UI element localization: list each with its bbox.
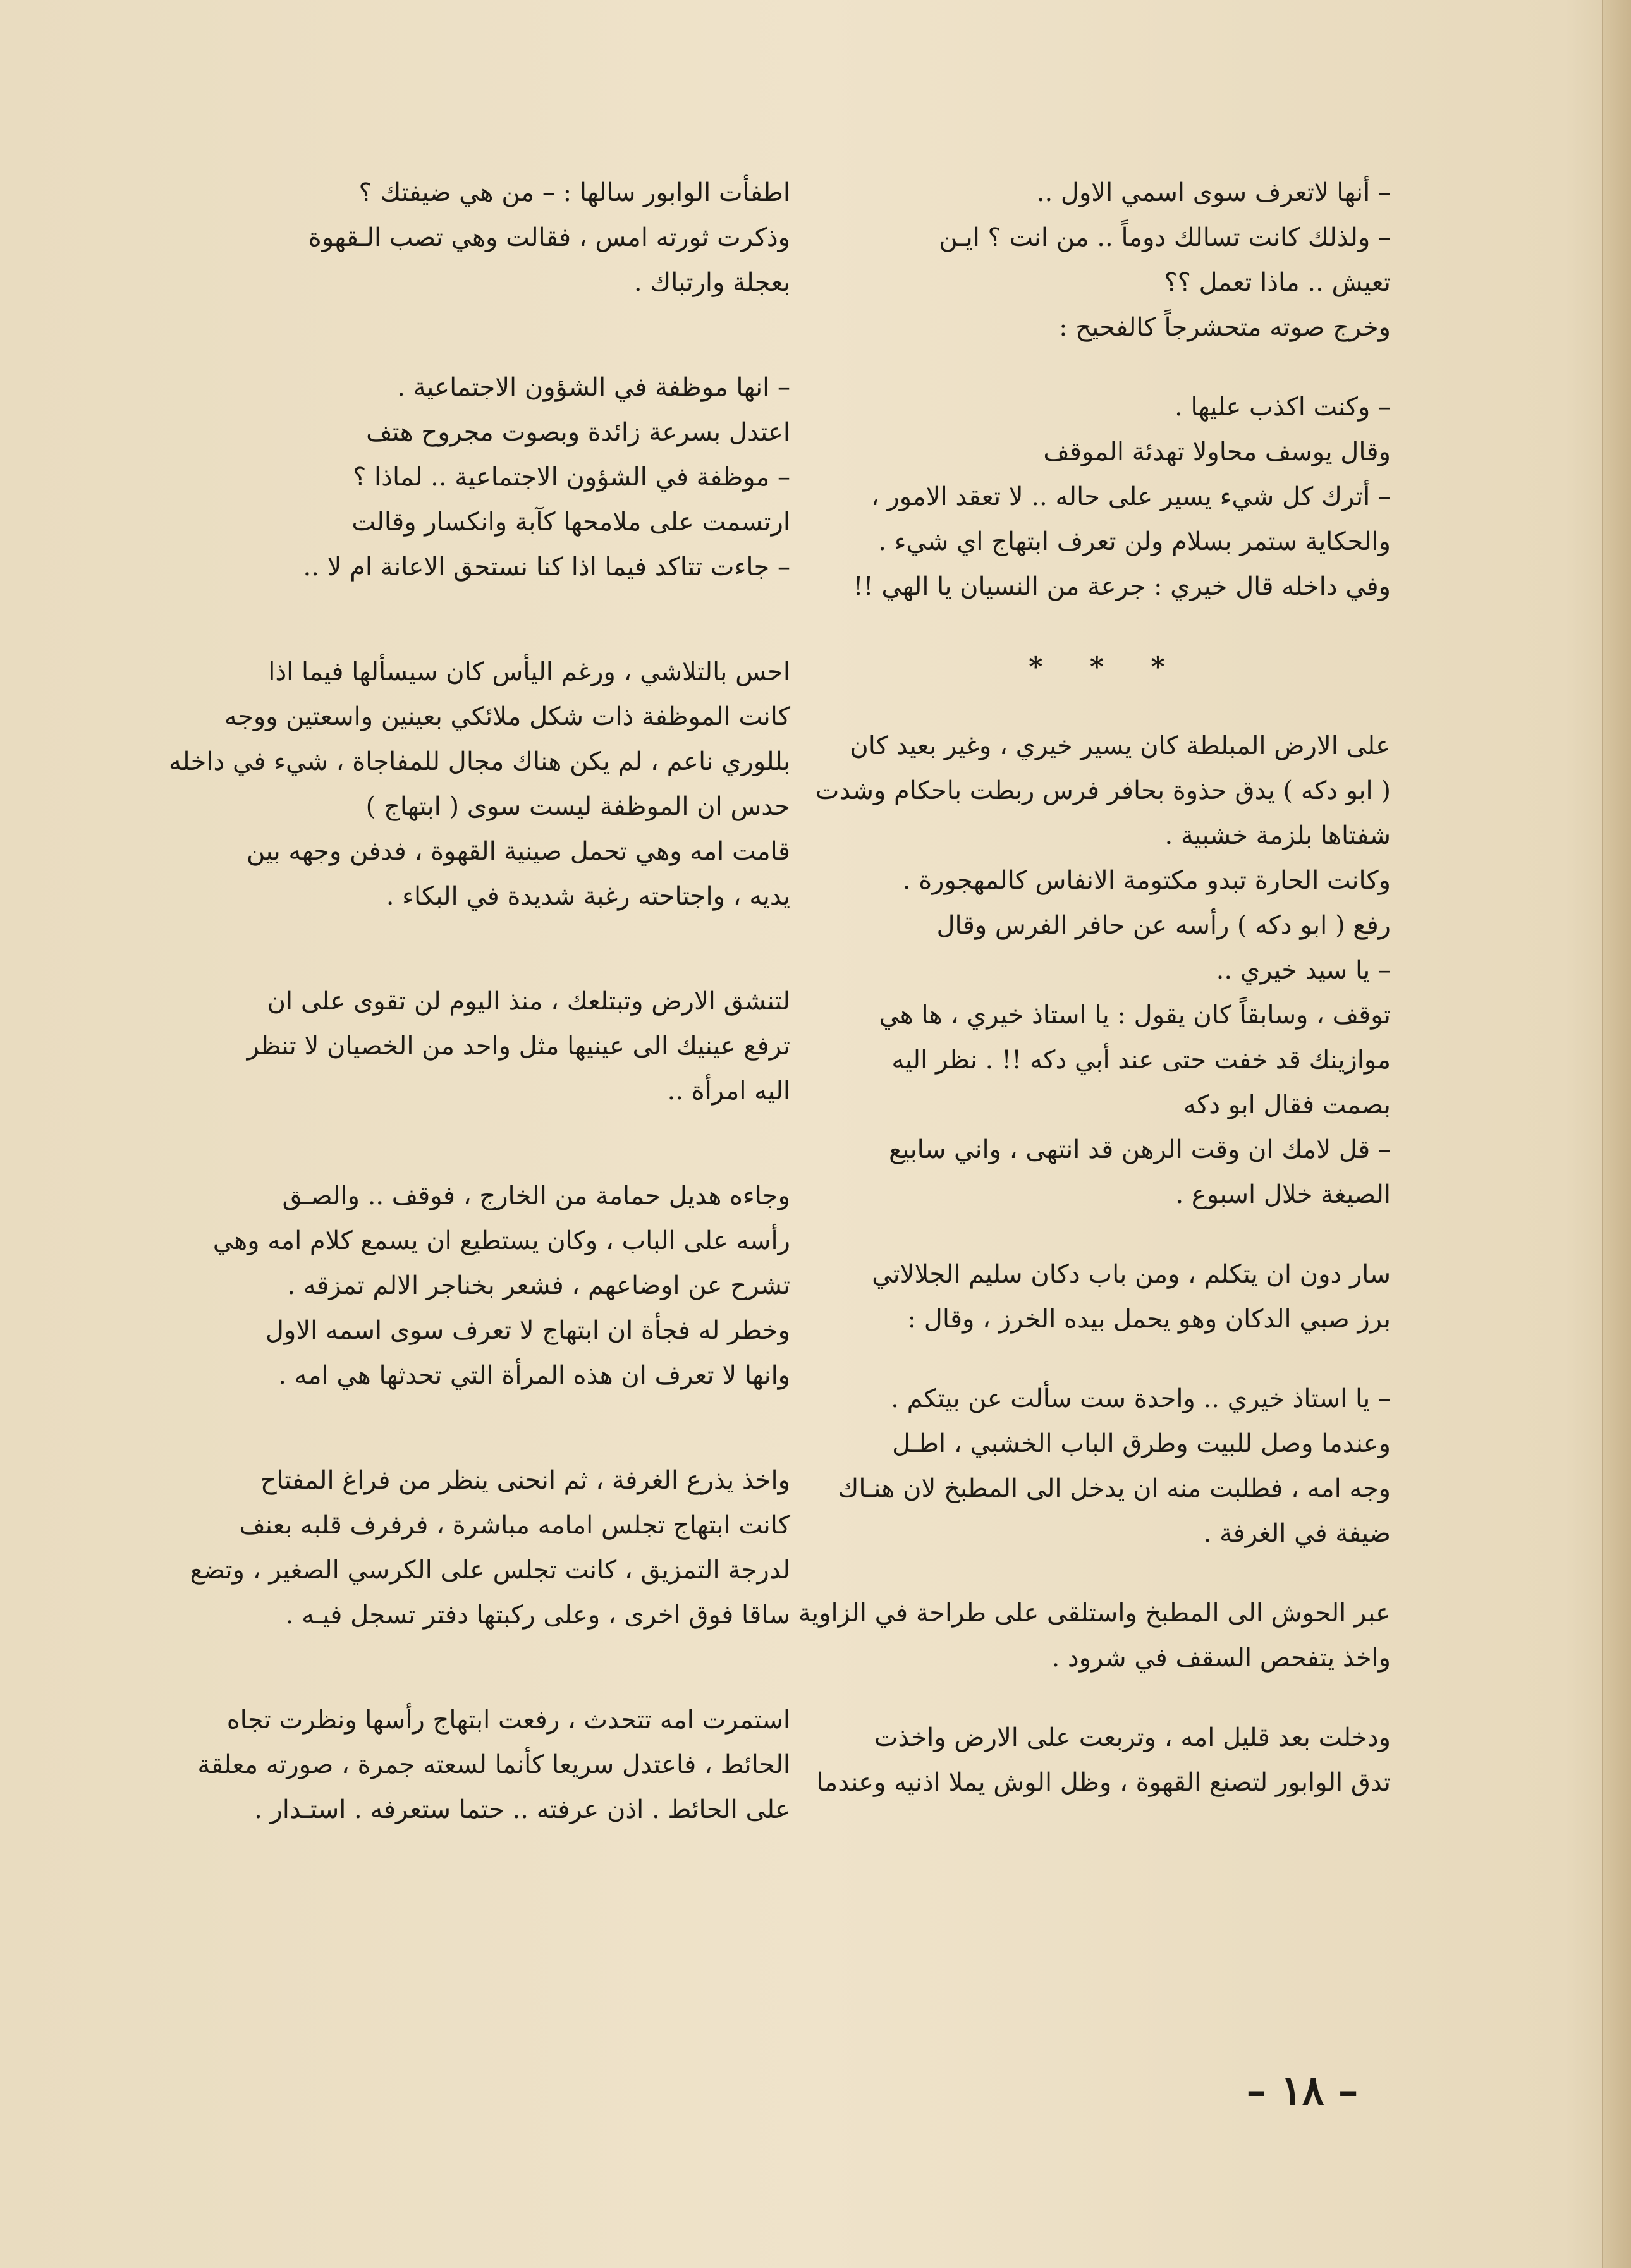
text-line: قامت امه وهي تحمل صينية القهوة ، فدفن وجهه بين	[247, 837, 790, 866]
text-line: الصيغة خلال اسبوع .	[1175, 1180, 1391, 1209]
text-line: اطفأت الوابور سالها : – من هي ضيفتك ؟	[358, 178, 790, 207]
text-line: – موظفة في الشؤون الاجتماعية .. لماذا ؟	[353, 463, 790, 492]
paragraph-gap	[145, 590, 790, 650]
paragraph-gap	[145, 1398, 790, 1458]
text-line: رفع ( ابو دكه ) رأسه عن حافر الفرس وقال	[936, 911, 1391, 940]
text-line: تدق الوابور لتصنع القهوة ، وظل الوش يملا اذنيه وعندما	[816, 1768, 1391, 1797]
text-line: – يا استاذ خيري .. واحدة ست سألت عن بيتكم .	[891, 1384, 1391, 1413]
text-line: ترفع عينيك الى عينيها مثل واحد من الخصيان لا تنظر	[247, 1032, 790, 1061]
paragraph-gap	[822, 689, 1391, 724]
text-line: استمرت امه تتحدث ، رفعت ابتهاج رأسها ونظرت تجاه	[226, 1705, 790, 1735]
text-line: عبر الحوش الى المطبخ واستلقى على طراحة في الزاوية	[798, 1599, 1391, 1628]
paragraph-gap	[822, 1342, 1391, 1377]
text-line: – أترك كل شيء يسير على حاله .. لا تعقد الامور ،	[870, 482, 1391, 511]
paragraph-gap	[822, 1217, 1391, 1252]
text-line: – أنها لاتعرف سوى اسمي الاول ..	[1036, 178, 1391, 207]
paragraph-gap	[145, 1114, 790, 1174]
paragraph-gap	[822, 609, 1391, 644]
text-line: وقال يوسف محاولا تهدئة الموقف	[1043, 437, 1391, 466]
right-text-column	[798, 171, 1391, 2067]
text-line: تعيش .. ماذا تعمل ؟؟	[1164, 268, 1391, 297]
text-line: حدس ان الموظفة ليست سوى ( ابتهاج )	[365, 792, 790, 821]
text-line: وخطر له فجأة ان ابتهاج لا تعرف سوى اسمه الاول	[265, 1316, 790, 1345]
text-line: كانت ابتهاج تجلس امامه مباشرة ، فرفرف قلبه بعنف	[239, 1511, 790, 1540]
text-line: على الحائط . اذن عرفته .. حتما ستعرفه . استـدار .	[254, 1795, 790, 1824]
text-line: واخذ يذرع الغرفة ، ثم انحنى ينظر من فراغ المفتاح	[260, 1466, 790, 1495]
text-line: كانت الموظفة ذات شكل ملائكي بعينين واسعتين ووجه	[224, 702, 790, 731]
text-line: – ولذلك كانت تسالك دوماً .. من انت ؟ ايـن	[939, 223, 1391, 252]
text-line: وعندما وصل للبيت وطرق الباب الخشبي ، اطـل	[892, 1429, 1391, 1458]
text-line: موازينك قد خفت حتى عند أبي دكه !! . نظر اليه	[891, 1046, 1391, 1075]
text-line: على الارض المبلطة كان يسير خيري ، وغير بعيد كان	[850, 731, 1391, 760]
text-line: وذكرت ثورته امس ، فقالت وهي تصب الـقهوة	[308, 223, 790, 252]
section-divider: * * *	[1029, 651, 1184, 682]
text-line: وفي داخله قال خيري : جرعة من النسيان يا الهي !!	[853, 572, 1391, 601]
text-line: وانها لا تعرف ان هذه المرأة التي تحدثها هي امه .	[278, 1361, 790, 1390]
text-line: وجه امه ، فطلبت منه ان يدخل الى المطبخ لان هنـاك	[838, 1474, 1391, 1503]
text-line: سار دون ان يتكلم ، ومن باب دكان سليم الجلالاتي	[872, 1260, 1391, 1289]
text-line: شفتاها بلزمة خشبية .	[1164, 821, 1391, 850]
text-line: اعتدل بسرعة زائدة وبصوت مجروح هتف	[366, 418, 790, 447]
text-line: رأسه على الباب ، وكان يستطيع ان يسمع كلام امه وهي	[212, 1226, 790, 1255]
page-edge	[1602, 0, 1631, 2268]
text-line: اليه امرأة ..	[667, 1076, 790, 1106]
text-line: – يا سيد خيري ..	[1216, 956, 1391, 985]
text-line: برز صبي الدكان وهو يحمل بيده الخرز ، وقال :	[907, 1305, 1391, 1334]
text-line: بصمت فقال ابو دكه	[1183, 1090, 1391, 1119]
text-line: ودخلت بعد قليل امه ، وتربعت على الارض واخذت	[874, 1723, 1391, 1752]
text-line: بللوري ناعم ، لم يكن هناك مجال للمفاجاة ، شيء في داخله	[168, 747, 790, 776]
paragraph-gap	[822, 1556, 1391, 1591]
text-line: احس بالتلاشي ، ورغم اليأس كان سيسألها فيما اذا	[268, 657, 790, 686]
text-line: والحكاية ستمر بسلام ولن تعرف ابتهاج اي شيء .	[878, 527, 1391, 556]
text-line: – وكنت اكذب عليها .	[1175, 393, 1391, 422]
paragraph-gap	[145, 919, 790, 979]
paragraph-gap	[145, 1638, 790, 1698]
text-line: ساقا فوق اخرى ، وعلى ركبتها دفتر تسجل فيـه .	[285, 1600, 790, 1630]
text-line: الحائط ، فاعتدل سريعا كأنما لسعته جمرة ، صورته معلقة	[197, 1750, 790, 1779]
text-line: ضيفة في الغرفة .	[1203, 1519, 1391, 1548]
paragraph-gap	[822, 1681, 1391, 1716]
text-line: – قل لامك ان وقت الرهن قد انتهى ، واني سابيع	[889, 1135, 1391, 1164]
text-line: توقف ، وسابقاً كان يقول : يا استاذ خيري ، ها هي	[879, 1001, 1391, 1030]
text-line: لدرجة التمزيق ، كانت تجلس على الكرسي الصغير ، وتضع	[190, 1556, 790, 1585]
text-line: تشرح عن اوضاعهم ، فشعر بخناجر الالم تمزقه .	[287, 1271, 790, 1300]
text-line: واخذ يتفحص السقف في شرود .	[1051, 1643, 1391, 1673]
text-line: – جاءت تتاكد فيما اذا كنا نستحق الاعانة ام لا ..	[303, 552, 790, 582]
text-line: ارتسمت على ملامحها كآبة وانكسار وقالت	[351, 508, 790, 537]
text-line: يديه ، واجتاحته رغبة شديدة في البكاء .	[386, 882, 790, 911]
text-line: بعجلة وارتباك .	[633, 268, 790, 297]
text-line: وكانت الحارة تبدو مكتومة الانفاس كالمهجورة .	[902, 866, 1391, 895]
text-line: ( ابو دكه ) يدق حذوة بحافر فرس ربطت باحكام وشدت	[815, 776, 1391, 805]
paragraph-gap	[822, 350, 1391, 385]
left-text-column	[145, 171, 790, 2067]
text-line: وخرج صوته متحشرجاً كالفحيح :	[1059, 313, 1391, 342]
page-number: – ١٨ –	[1246, 2067, 1359, 2114]
paragraph-gap	[145, 305, 790, 365]
text-line: وجاءه هديل حمامة من الخارج ، فوقف .. والصـق	[282, 1181, 790, 1210]
text-line: – انها موظفة في الشؤون الاجتماعية .	[397, 373, 790, 402]
text-line: لتنشق الارض وتبتلعك ، منذ اليوم لن تقوى على ان	[267, 987, 790, 1016]
